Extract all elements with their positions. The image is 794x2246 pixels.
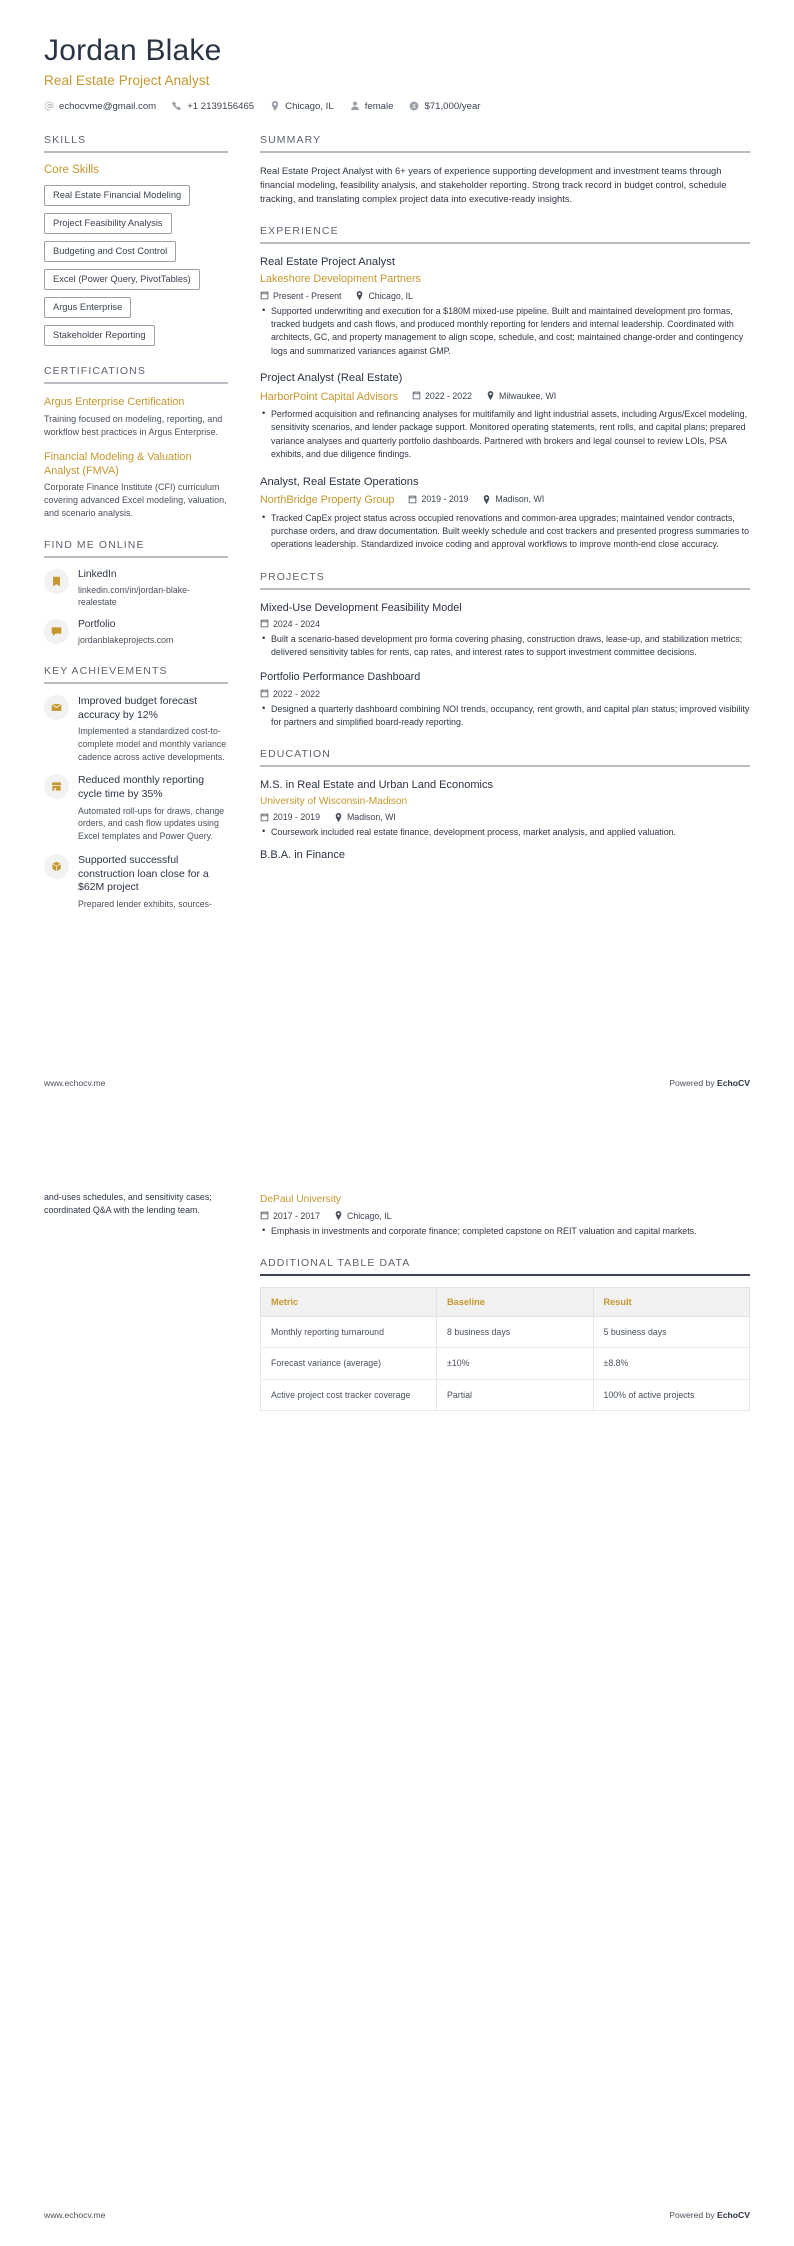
key-achievements-title: KEY ACHIEVEMENTS — [44, 664, 168, 677]
footer-powered-prefix: Powered by — [669, 1078, 718, 1088]
achievement-desc: Automated roll-ups for draws, change orders, and cash flow updates using Excel templates and Power Query. — [78, 805, 225, 842]
job-dates — [412, 391, 472, 401]
education-continued-section — [260, 1193, 750, 1238]
sidebar — [44, 134, 244, 930]
experience-item — [260, 475, 750, 552]
education-dates-text: 2017 - 2017 — [273, 1210, 320, 1221]
education-meta — [260, 1211, 750, 1221]
header-role: Real Estate Project Analyst — [44, 72, 210, 88]
achievement-item — [44, 695, 228, 764]
calendar-icon — [408, 495, 417, 504]
certification-name: Argus Enterprise Certification — [44, 396, 185, 409]
education-degree: B.B.A. in Finance — [260, 848, 345, 861]
section-divider — [260, 765, 750, 767]
contact-email-text: echocvme@gmail.com — [59, 100, 157, 112]
education-location-text: Madison, WI — [346, 812, 396, 823]
job-title: Analyst, Real Estate Operations — [260, 475, 419, 488]
table-section-title: ADDITIONAL TABLE DATA — [260, 1257, 411, 1270]
contact-salary-text: $71,000/year — [424, 100, 481, 112]
summary-text: Real Estate Project Analyst with 6+ years of experience supporting development and investment teams through financial modeling, feasibility analysis, and stakeholder reporting. Strong track record in budget control, schedule tracking, and translating complex project data into executive-ready insights. — [260, 164, 727, 205]
phone-icon — [172, 101, 182, 111]
section-divider — [44, 382, 228, 384]
achievement-title: Improved budget forecast accuracy by 12% — [78, 694, 198, 721]
job-bullets — [260, 512, 750, 552]
contact-phone — [172, 101, 254, 112]
location-icon — [482, 495, 491, 504]
education-section-title: EDUCATION — [260, 748, 331, 761]
project-title: Mixed-Use Development Feasibility Model — [260, 601, 462, 614]
job-title: Project Analyst (Real Estate) — [260, 371, 403, 384]
contact-location — [270, 101, 334, 112]
job-dates-text: 2019 - 2019 — [421, 494, 469, 505]
skill-chip: Excel (Power Query, PivotTables) — [44, 269, 200, 290]
summary-section-title: SUMMARY — [260, 133, 322, 146]
job-location-text: Chicago, IL — [368, 290, 413, 301]
person-icon — [350, 101, 360, 111]
section-divider — [260, 242, 750, 244]
online-link-item[interactable] — [44, 619, 228, 646]
contact-phone-text: +1 2139156465 — [187, 100, 255, 112]
calendar-icon — [260, 1211, 269, 1220]
table-cell: 100% of active projects — [593, 1379, 750, 1410]
location-icon — [355, 291, 364, 300]
location-icon — [270, 101, 280, 111]
store-icon — [44, 774, 69, 799]
job-title: Real Estate Project Analyst — [260, 256, 395, 269]
table-cell: Partial — [437, 1379, 593, 1410]
section-divider — [260, 588, 750, 590]
education-item-continued — [260, 848, 750, 862]
skill-chip: Stakeholder Reporting — [44, 325, 155, 346]
contact-gender — [350, 101, 394, 112]
experience-item — [260, 371, 750, 462]
online-link-url[interactable]: jordanblakeprojects.com — [78, 634, 174, 645]
education-section — [260, 748, 750, 862]
job-location — [486, 391, 556, 401]
location-icon — [334, 1211, 343, 1220]
job-bullet: • Performed acquisition and refinancing analyses for multifamily and light industrial assets, including Argus/Excel modeling, sensitivity scenarios, and lender package support. Monitored operating statements, rent rolls, and capital plans; prepared variance analyses and quarterly portfolio dashboards. Partnered with brokers and legal counsel to review LOIs, PSA exhibits, and due diligence findings. — [260, 408, 750, 461]
footer-site: www.echocv.me — [44, 2210, 106, 2220]
education-dates — [260, 812, 320, 822]
achievement-title: Reduced monthly reporting cycle time by 35% — [78, 774, 205, 801]
education-bullets — [260, 826, 750, 839]
experience-section — [260, 225, 750, 551]
job-company-meta-row — [260, 388, 750, 405]
table-col-header: Result — [593, 1288, 750, 1317]
project-dates — [260, 619, 320, 629]
svg-text:$: $ — [412, 104, 417, 111]
online-link-label: Portfolio — [78, 618, 116, 630]
skill-chip: Project Feasibility Analysis — [44, 213, 172, 234]
education-location — [334, 1211, 392, 1221]
sidebar-continued — [44, 1191, 244, 1218]
resume-body — [44, 134, 750, 930]
certification-desc: Training focused on modeling, reporting, and workflow best practices in Argus Enterprise. — [44, 413, 223, 437]
calendar-icon — [260, 291, 269, 300]
summary-section — [260, 134, 750, 207]
section-divider — [44, 682, 228, 684]
project-bullet: • Built a scenario-based development pro forma covering phasing, construction draws, lease-up, and stabilization metrics; delivered sensitivity tables for rents, cap rates, and interest rates to support investment committee decisions. — [260, 633, 750, 660]
education-bullet: • Emphasis in investments and corporate finance; completed capstone on REIT valuation and capital markets. — [260, 1225, 750, 1238]
skills-group-title: Core Skills — [44, 163, 99, 176]
job-company-meta-row — [260, 491, 750, 508]
section-divider — [44, 151, 228, 153]
job-location — [482, 494, 544, 504]
certification-item — [44, 395, 228, 438]
certifications-section — [44, 365, 228, 520]
job-dates-text: 2022 - 2022 — [425, 390, 472, 401]
main-content — [244, 134, 750, 881]
education-meta — [260, 812, 750, 822]
contact-row — [44, 101, 750, 112]
footer-brand: EchoCV — [717, 1078, 750, 1088]
education-location-text: Chicago, IL — [346, 1210, 392, 1221]
page-footer — [0, 1078, 794, 1088]
project-bullet: • Designed a quarterly dashboard combining NOI trends, occupancy, rent growth, and capital plan status; improved visibility for partners and simplified board-ready reporting. — [260, 703, 750, 730]
experience-section-title: EXPERIENCE — [260, 225, 339, 238]
job-bullets — [260, 408, 750, 461]
job-company: NorthBridge Property Group — [260, 494, 395, 507]
table-cell: Monthly reporting turnaround — [261, 1317, 437, 1348]
job-location-text: Milwaukee, WI — [499, 390, 557, 401]
project-meta — [260, 689, 750, 699]
section-divider — [260, 1274, 750, 1276]
job-bullet: • Supported underwriting and execution for a $180M mixed-use pipeline. Built and maintained development pro formas, tracked budgets and cash flows, and produced monthly reporting for lenders and internal leadership. Coordinated with architects, GC, and property management to align scope, schedule, and cost; maintained change-order and contingency logs and summarized variances against GMP. — [260, 305, 750, 358]
table-cell: ±10% — [437, 1348, 593, 1379]
certification-item — [44, 450, 228, 521]
skills-section — [44, 134, 228, 347]
project-dates — [260, 689, 320, 699]
online-link-url[interactable]: linkedin.com/in/jordan-blake-realestate — [78, 585, 190, 608]
skill-chip: Budgeting and Cost Control — [44, 241, 176, 262]
experience-item — [260, 255, 750, 358]
footer-brand: EchoCV — [717, 2210, 750, 2220]
project-item — [260, 670, 750, 729]
additional-table-section — [260, 1257, 750, 1411]
contact-location-text: Chicago, IL — [285, 100, 334, 112]
certification-desc: Corporate Finance Institute (CFI) curriculum covering advanced Excel modeling, valuation, and scenario analysis. — [44, 482, 227, 519]
box-icon — [44, 854, 69, 879]
job-company: HarborPoint Capital Advisors — [260, 390, 399, 403]
email-icon — [44, 101, 54, 111]
project-title: Portfolio Performance Dashboard — [260, 671, 421, 684]
contact-gender-text: female — [364, 100, 394, 112]
calendar-icon — [260, 813, 269, 822]
achievement-item — [44, 854, 228, 911]
education-dates-text: 2019 - 2019 — [273, 812, 320, 823]
salary-icon — [409, 101, 419, 111]
certifications-section-title: CERTIFICATIONS — [44, 365, 146, 378]
education-dates — [260, 1211, 320, 1221]
job-dates — [260, 291, 341, 301]
achievement-item — [44, 774, 228, 843]
table-row — [261, 1348, 750, 1379]
table-cell: ±8.8% — [593, 1348, 750, 1379]
job-location — [355, 291, 413, 301]
table-cell: Active project cost tracker coverage — [261, 1379, 437, 1410]
online-link-item[interactable] — [44, 569, 228, 608]
calendar-icon — [412, 391, 421, 400]
skills-chip-list — [44, 185, 228, 347]
resume-body-page2 — [44, 1191, 750, 1430]
location-icon — [486, 391, 495, 400]
education-school: DePaul University — [260, 1194, 341, 1205]
job-dates — [408, 494, 468, 504]
table-header-row — [261, 1288, 750, 1317]
contact-salary — [409, 101, 480, 112]
additional-data-table — [260, 1287, 750, 1411]
skill-chip: Real Estate Financial Modeling — [44, 185, 190, 206]
project-bullets — [260, 703, 750, 730]
job-bullet: • Tracked CapEx project status across occupied renovations and common-area upgrades; maintained vendor contracts, purchase orders, and draw documentation. Built weekly schedule and cost trackers and presented progress summaries to operations leadership. Standardized invoice coding and approval workflows to improve month-end close accuracy. — [260, 512, 750, 552]
project-dates-text: 2024 - 2024 — [273, 618, 320, 629]
skills-section-title: SKILLS — [44, 133, 87, 146]
table-cell: 8 business days — [437, 1317, 593, 1348]
table-col-header: Baseline — [437, 1288, 593, 1317]
education-bullets — [260, 1225, 750, 1238]
footer-powered — [669, 1078, 750, 1088]
resume-header — [44, 34, 750, 112]
project-bullets — [260, 633, 750, 660]
table-cell: 5 business days — [593, 1317, 750, 1348]
project-dates-text: 2022 - 2022 — [273, 688, 320, 699]
envelope-icon — [44, 695, 69, 720]
job-dates-text: Present - Present — [273, 290, 342, 301]
calendar-icon — [260, 619, 269, 628]
achievement-spill-text: and-uses schedules, and sensitivity cases; coordinated Q&A with the lending team. — [44, 1192, 212, 1216]
education-school: University of Wisconsin-Madison — [260, 795, 408, 807]
projects-section-title: PROJECTS — [260, 570, 325, 583]
section-divider — [260, 151, 750, 153]
calendar-icon — [260, 689, 269, 698]
page-footer — [0, 2210, 794, 2220]
location-icon — [334, 813, 343, 822]
footer-powered — [669, 2210, 750, 2220]
footer-powered-prefix: Powered by — [669, 2210, 718, 2220]
certification-name: Financial Modeling & Valuation Analyst (FMVA) — [44, 450, 192, 478]
education-degree: M.S. in Real Estate and Urban Land Economics — [260, 779, 493, 792]
table-col-header: Metric — [261, 1288, 437, 1317]
find-me-online-section — [44, 539, 228, 645]
page-title: Jordan Blake — [44, 34, 222, 67]
main-content-continued — [244, 1191, 750, 1430]
footer-site: www.echocv.me — [44, 1078, 106, 1088]
achievement-title: Supported successful construction loan close for a $62M project — [78, 853, 209, 894]
project-item — [260, 601, 750, 660]
job-bullets — [260, 305, 750, 358]
skill-chip: Argus Enterprise — [44, 297, 131, 318]
resume-page-2 — [0, 1123, 794, 2246]
key-achievements-section — [44, 665, 228, 911]
education-location — [334, 812, 396, 822]
achievement-desc: Prepared lender exhibits, sources- — [78, 898, 212, 909]
education-bullet: • Coursework included real estate finance, development process, market analysis, and applied valuation. — [260, 826, 750, 839]
contact-email — [44, 101, 156, 112]
table-row — [261, 1379, 750, 1410]
education-item — [260, 778, 750, 839]
table-cell: Forecast variance (average) — [261, 1348, 437, 1379]
job-company: Lakeshore Development Partners — [260, 272, 421, 285]
section-divider — [44, 556, 228, 558]
find-me-online-title: FIND ME ONLINE — [44, 539, 145, 552]
project-meta — [260, 619, 750, 629]
job-location-text: Madison, WI — [495, 494, 545, 505]
job-meta — [260, 291, 750, 301]
linkedin-icon — [44, 569, 69, 594]
projects-section — [260, 571, 750, 730]
online-link-label: LinkedIn — [78, 569, 117, 581]
table-row — [261, 1317, 750, 1348]
achievement-desc: Implemented a standardized cost-to-complete model and monthly variance cadence across active developments. — [78, 726, 227, 762]
portfolio-icon — [44, 619, 69, 644]
